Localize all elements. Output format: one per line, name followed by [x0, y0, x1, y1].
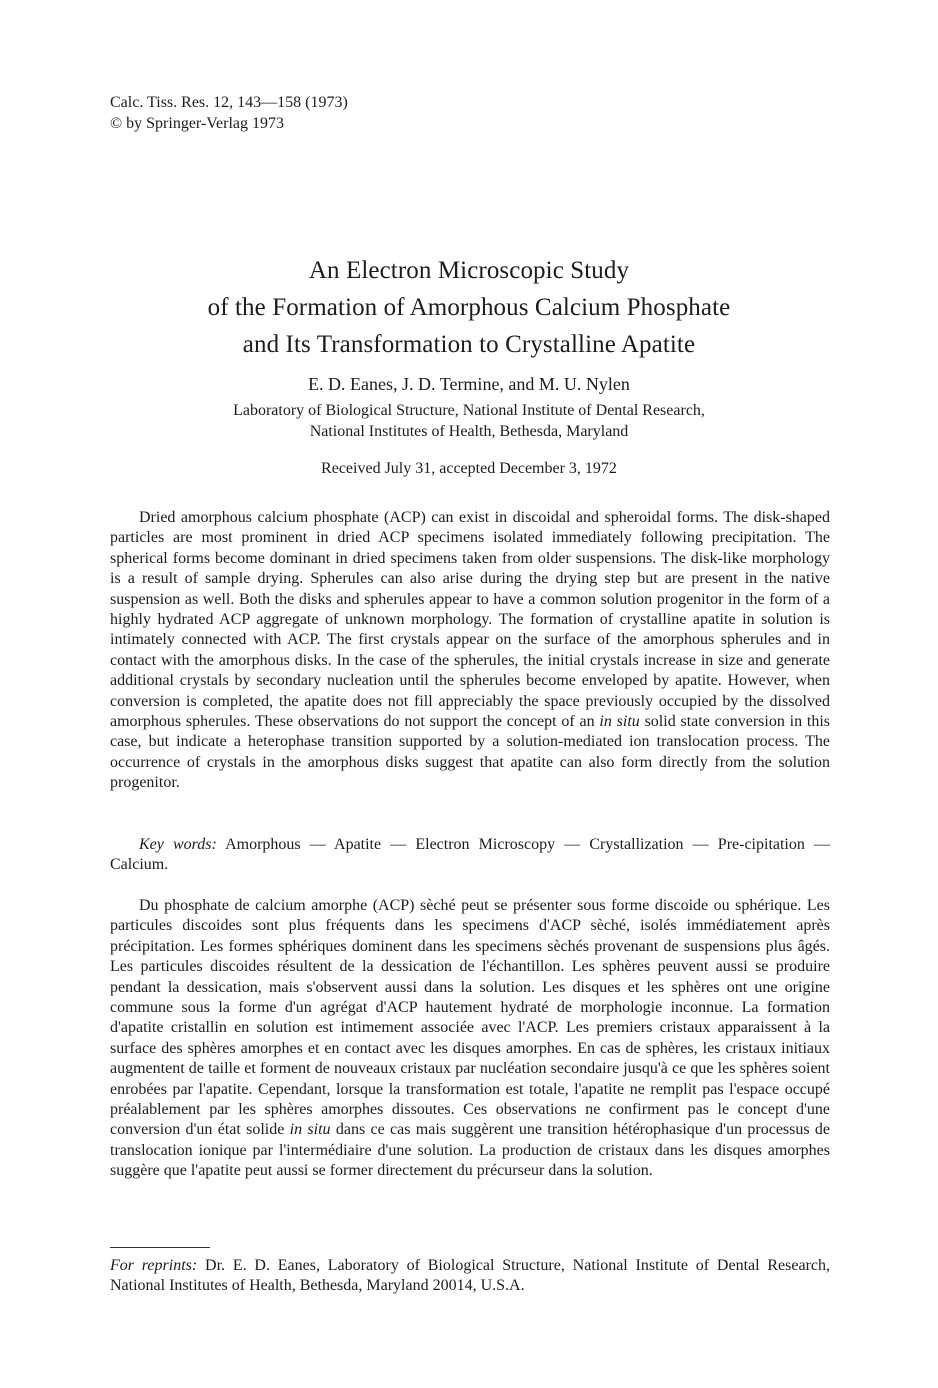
title-line-1: An Electron Microscopic Study	[308, 257, 630, 284]
journal-header	[110, 92, 348, 134]
author-list: E. D. Eanes, J. D. Termine, and M. U. Nylen	[308, 374, 630, 394]
abstract-french	[110, 896, 830, 1182]
keywords-label: Key words:	[139, 836, 217, 853]
abstract-fr-text-1: Du phosphate de calcium amorphe (ACP) sèché peut se présenter sous forme discoide ou sphérique. Les particules discoides sont plus fréquents dans les specimens d'ACP sèché, isolés immédiatement après précipitation. Les formes sphériques dominent dans les specimens sèchés provenant de suspensions plus âgés. Les particules discoides résultent de la dessication de l'échantillon. Les sphères peuvent aussi se produire pendant la dessication, mais s'observent aussi dans la solution. Les disques et les sphères ont une origine commune sous la forme d'un agrégat d'ACP hautement hydraté de morphologie inconnue. La formation d'apatite cristallin en solution est intimement associée avec l'ACP. Les premiers cristaux apparaissent à la surface des sphères amorphes et en contact avec les disques amorphes. En cas de sphères, les cristaux initiaux augmentent de taille et forment de nouveaux cristaux par nucléation secondaire jusqu'à ce que les sphères soient enrobées par l'apatite. Cependant, lorsque la transformation est totale, l'apatite ne remplit pas l'espace occupé préalablement par les sphères amorphes dissoutes. Ces observations ne confirment pas le concept d'une conversion d'un état solide	[110, 897, 830, 1139]
keywords-paragraph	[110, 835, 830, 876]
footnote-rule	[110, 1247, 210, 1248]
keywords-text: Amorphous — Apatite — Electron Microscopy — Crystallization — Pre-cipitation — Calcium.	[110, 836, 831, 874]
abstract-french-paragraph	[110, 896, 830, 1182]
affiliation-line-2: National Institutes of Health, Bethesda, Maryland	[309, 423, 629, 440]
abstract-fr-text-2: dans ce cas mais suggèrent une transition hétérophasique d'un processus de translocation ionique par l'intermédiaire d'une solution. La production de cristaux dans les disques amorphes suggère que l'apatite peut aussi se former directement du précurseur dans la solution.	[110, 1121, 831, 1180]
journal-citation: Calc. Tiss. Res. 12, 143—158 (1973)	[110, 94, 348, 111]
abstract-en-text-2: solid state conversion in this case, but indicate a heterophase transition supported by a solution-mediated ion translocation process. The occurrence of crystals in the amorphous disks suggest that apatite can also form directly from the solution progenitor.	[110, 713, 831, 792]
keywords-block	[110, 835, 830, 876]
abstract-english	[110, 508, 830, 794]
title-line-2: of the Formation of Amorphous Calcium Phosphate	[207, 294, 731, 321]
footnote-text: Dr. E. D. Eanes, Laboratory of Biological Structure, National Institute of Dental Research, National Institutes of Health, Bethesda, Maryland 20014, U.S.A.	[110, 1257, 831, 1295]
abstract-english-paragraph	[110, 508, 830, 794]
received-date: Received July 31, accepted December 3, 1972	[321, 460, 617, 477]
title-line-3: and Its Transformation to Crystalline Apatite	[242, 331, 696, 358]
abstract-en-text-1: Dried amorphous calcium phosphate (ACP) can exist in discoidal and spheroidal forms. The disk-shaped particles are most prominent in dried ACP specimens isolated immediately following precipitation. The spherical forms become dominant in dried specimens taken from older suspensions. The disk-like morphology is a result of sample drying. Spherules can also arise during the drying step but are present in the native suspension as well. Both the disks and spherules appear to have a common solution progenitor in the form of a highly hydrated ACP aggregate of unknown morphology. The formation of crystalline apatite in solution is intimately connected with ACP. The first crystals appear on the surface of the amorphous spherules and in contact with the amorphous disks. In the case of the spherules, the initial crystals increase in size and generate additional crystals by secondary nucleation until the spherules become enveloped by apatite. However, when conversion is completed, the apatite does not fill appreciably the space previously occupied by the dissolved amorphous spherules. These observations do not support the concept of an	[110, 509, 830, 731]
footnote-label: For reprints:	[110, 1257, 198, 1274]
affiliation-line-1: Laboratory of Biological Structure, National Institute of Dental Research,	[233, 402, 705, 419]
affiliation	[0, 400, 938, 442]
copyright-line: © by Springer-Verlag 1973	[110, 115, 285, 132]
paper-title	[0, 252, 938, 363]
abstract-fr-italic: in situ	[289, 1121, 331, 1139]
reprint-footnote	[110, 1256, 830, 1297]
abstract-en-italic: in situ	[599, 713, 640, 731]
